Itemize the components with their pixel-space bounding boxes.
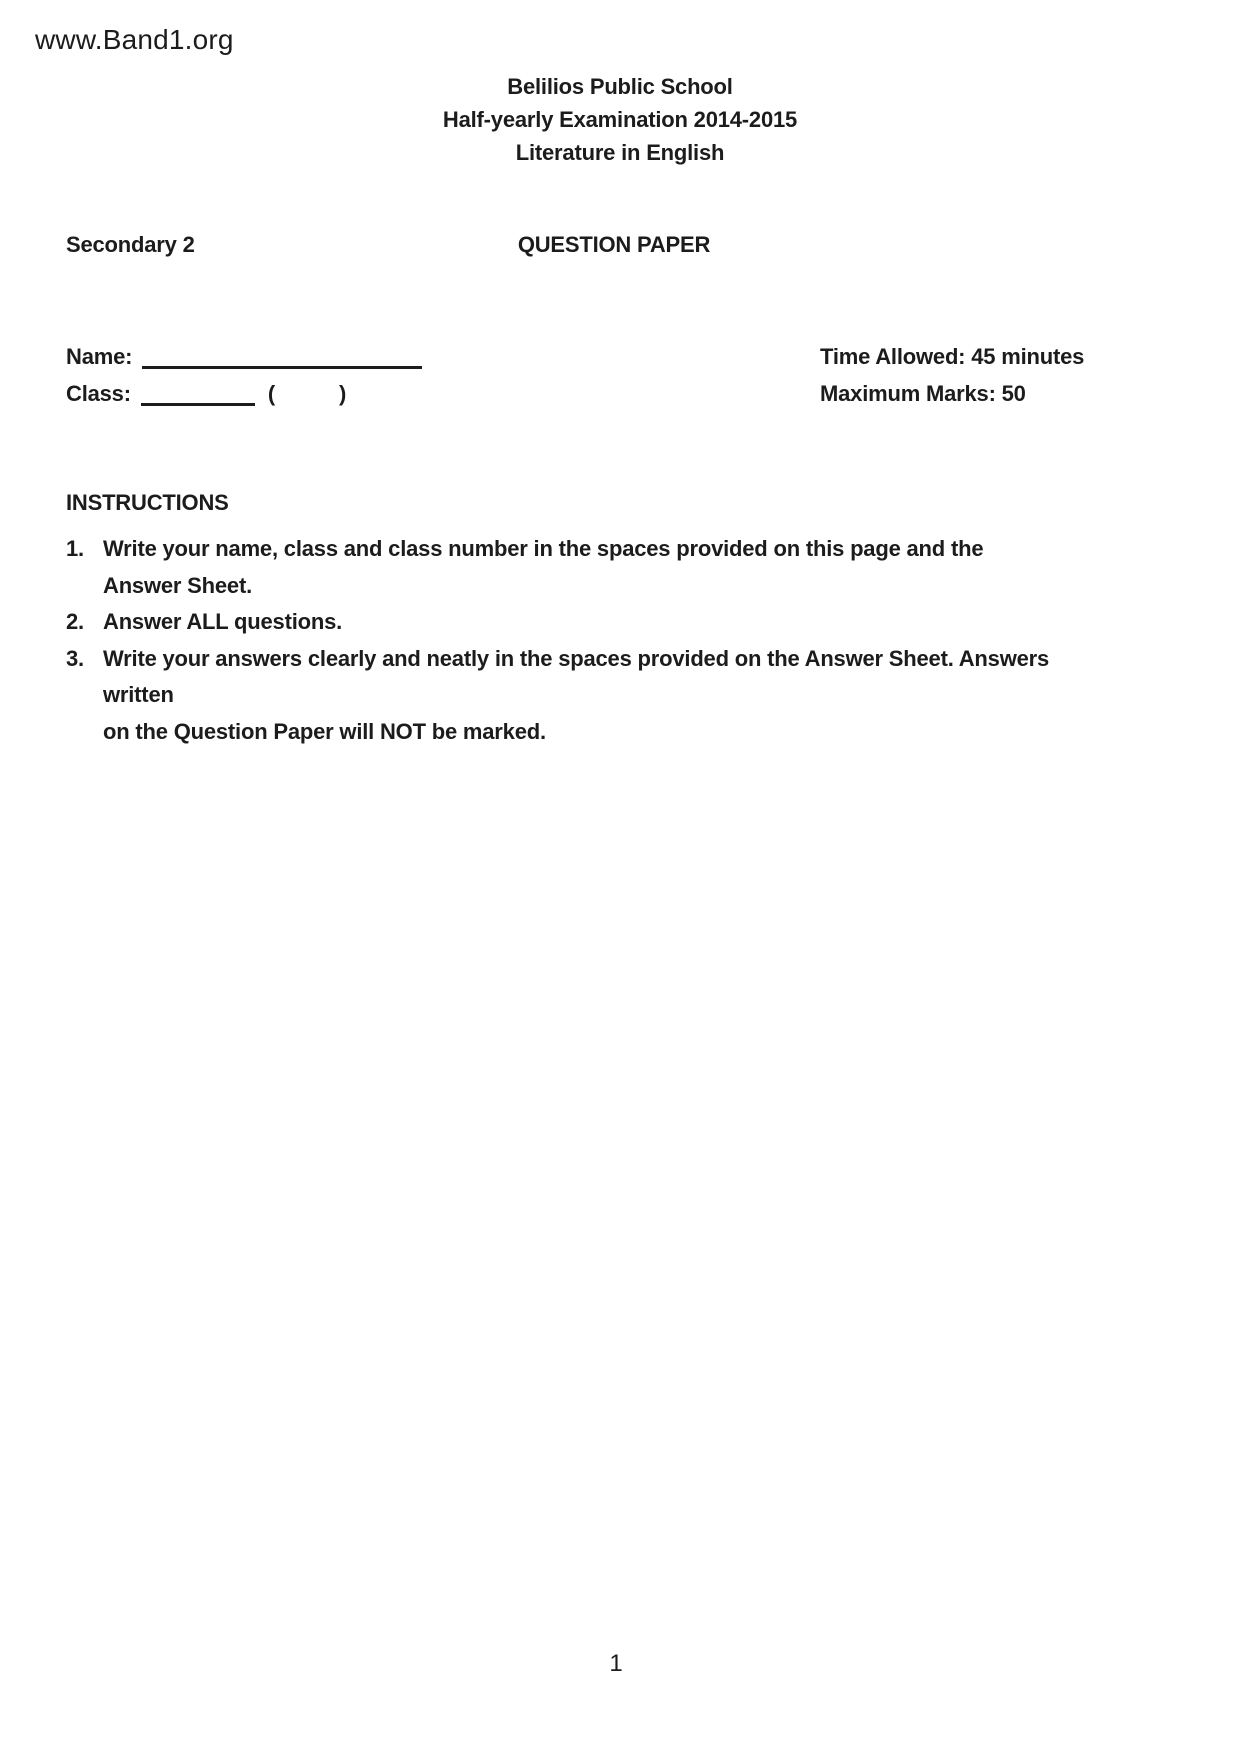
instruction-item — [66, 604, 1066, 641]
instruction-text-line: Write your answers clearly and neatly in the spaces provided on the Answer Sheet. Answers written — [103, 645, 1050, 707]
instruction-text — [103, 531, 1066, 604]
level-label: Secondary 2 — [66, 232, 195, 257]
exam-header — [0, 70, 1240, 169]
class-blank-line — [141, 403, 255, 406]
name-field-row — [66, 344, 422, 370]
instruction-text — [103, 604, 1066, 641]
instruction-text-line: Write your name, class and class number in the spaces provided on this page and the Answer Sheet. — [103, 536, 984, 598]
class-field-row — [66, 381, 346, 407]
class-number-paren-open: ( — [267, 381, 275, 406]
paper-title-row — [0, 232, 1240, 260]
instruction-text-line: on the Question Paper will NOT be marked. — [103, 718, 546, 744]
instructions-list — [66, 531, 1066, 750]
maximum-marks-text: Maximum Marks: 50 — [820, 381, 1026, 406]
instruction-number: 1. — [66, 536, 84, 561]
class-number-paren-close: ) — [338, 381, 347, 406]
name-blank-line — [142, 366, 422, 369]
site-watermark: www.Band1.org — [35, 24, 234, 55]
instruction-text — [103, 641, 1066, 751]
instruction-item — [66, 641, 1066, 751]
paper-type-title: QUESTION PAPER — [517, 232, 711, 257]
subject-title: Literature in English — [515, 140, 725, 165]
instruction-item — [66, 531, 1066, 604]
name-label: Name: — [66, 344, 133, 369]
exam-title: Half-yearly Examination 2014-2015 — [442, 107, 798, 132]
instruction-number: 3. — [66, 645, 84, 671]
school-name: Belilios Public School — [507, 74, 733, 99]
instruction-text-line: Answer ALL questions. — [103, 609, 343, 634]
page-number: 1 — [609, 1650, 623, 1677]
class-label: Class: — [66, 381, 131, 406]
instructions-heading: INSTRUCTIONS — [66, 490, 229, 515]
time-allowed-text: Time Allowed: 45 minutes — [820, 344, 1085, 369]
instruction-number: 2. — [66, 609, 84, 634]
